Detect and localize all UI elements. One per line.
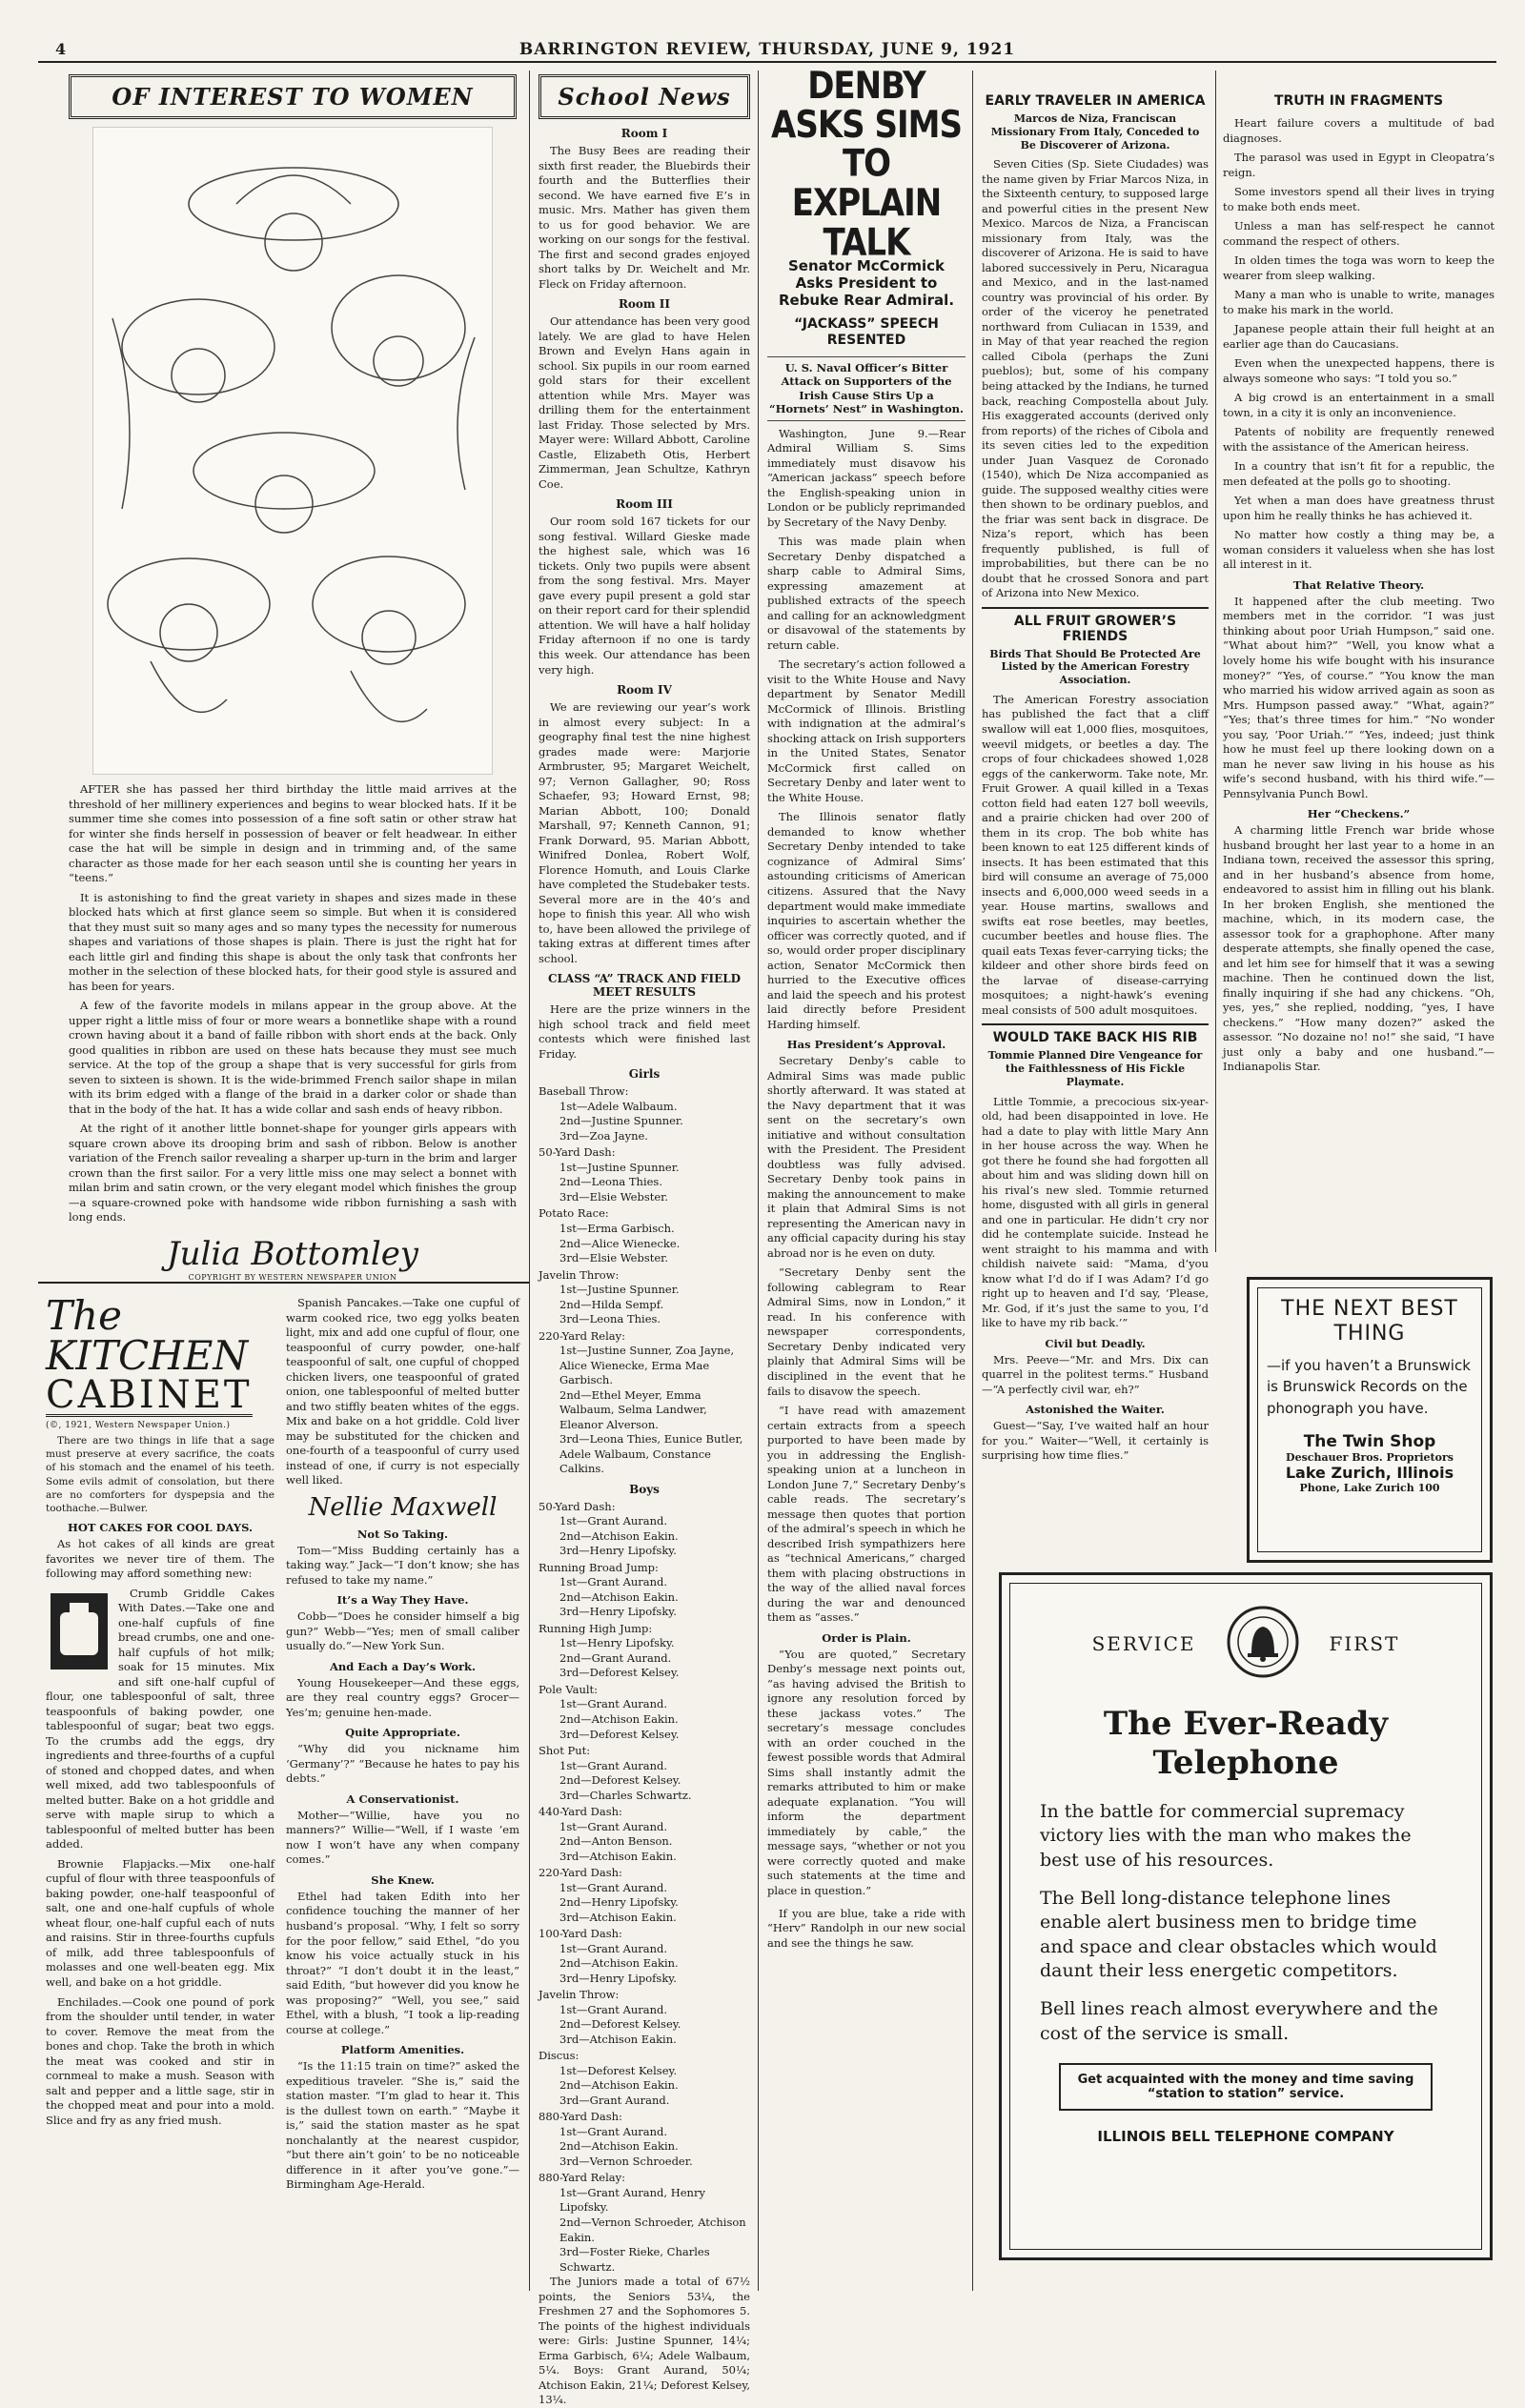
result-line: Baseball Throw: (539, 1084, 629, 1099)
bell-paragraph: The Bell long-distance telephone lines enable alert business men to bridge time and space and clear obstacles which would daunt their less energetic competitors. (1040, 1887, 1437, 1982)
result-line: 2nd—Justine Spunner. (559, 1114, 683, 1128)
result-line: Running High Jump: (539, 1621, 653, 1635)
result-line: 3rd—Deforest Kelsey. (559, 1727, 680, 1741)
result-line: 50-Yard Dash: (539, 1145, 616, 1160)
result-line: 1st—Grant Aurand. (559, 1514, 668, 1528)
result-line: 2nd—Leona Thies. (559, 1175, 662, 1189)
brunswick-shop: The Twin Shop (1303, 1432, 1436, 1452)
denby-section (767, 64, 966, 2256)
column-rule (758, 71, 759, 2291)
traveler-deck: Marcos de Niza, Franciscan Missionary From Italy, Conceded to Be Discoverer of Arizona. (990, 112, 1200, 152)
result-line: 3rd—Charles Schwartz. (559, 1788, 692, 1802)
girls-results (539, 1084, 750, 1476)
result-line: 1st—Grant Aurand. (559, 1697, 668, 1711)
fruit-deck: Birds That Should Be Protected Are Listed by the American Forestry Association. (989, 647, 1201, 687)
kitchen-paragraph: Spanish Pancakes.—Take one cupful of warm cooked rice, two egg yolks beaten light, mix and add one cupful of flour, one teaspoonful of curry powder, one-half teaspoonful of salt, one cupful of chopped chicken livers, one teaspoonful of grated onion, one tablespoonful of melted butter and two stiffly beaten whites of the eggs. Mix and bake on a hot griddle. Cold liver may be substituted for the chicken and one-fourth of a teaspoonful of curry used instead of one, if curry is not especially well liked. (286, 1296, 519, 1487)
result-line: Running Broad Jump: (539, 1560, 659, 1574)
truth-item: No matter how costly a thing may be, a woman considers it valueless when she has lost all interest in it. (1223, 528, 1494, 572)
result-line: 1st—Grant Aurand. (559, 1941, 668, 1955)
result-line: 1st—Justine Spunner. (559, 1160, 680, 1174)
brunswick-headline: THE NEXT BEST THING (1281, 1297, 1458, 1346)
relative-text: It happened after the club meeting. Two members met in the corridor. “I was just thinking about poor Uriah Humpson,” said one. “What about him?” “Well, you know what a lovely home his wife bought with his insurance money?” “Yes, of course.” “You know the man who married his widow arrived again as soon as Mrs. Humpson passed away.” “What, again?” “Yes; that’s three times for him.” “No wonder you say, ‘Poor Uriah.’” “Yes, indeed; just think how he must feel up there looking down on a man he never saw living in his house as his wife’s second husband, with his third wife.”—Pennsylvania Punch Bowl. (1223, 594, 1494, 800)
room-head: Room II (618, 297, 671, 312)
school-banner: School News (539, 74, 750, 119)
girls-head: Girls (628, 1067, 661, 1082)
column-rule (1215, 71, 1216, 1252)
kitchen-paragraph: Brownie Flapjacks.—Mix one-half cupful of flour with three teaspoonfuls of baking powder, one-half teaspoonful of salt, one and one-half cupfuls of whole wheat flour, one-half cupful each of nuts and raisins. Stir in three-fourths cupfuls of milk, add three tablespoonfuls of molasses and one well-beaten egg. Mix well, and bake on a hot griddle. (46, 1856, 274, 1989)
result-line: 1st—Grant Aurand. (559, 2124, 668, 2138)
result-line: 1st—Grant Aurand. (559, 1819, 668, 1833)
bit-head: Civil but Deadly. (1045, 1336, 1146, 1350)
room-text: The Busy Bees are reading their sixth first reader, the Bluebirds their fourth and the Butterflies their second. We have earned five E’s in music. Mrs. Mather has given them to us for good behavior. We are working on our songs for the festival. The first and second grades enjoyed short talks by Dr. Weichelt and Mr. Fleck on Friday afternoon. (539, 144, 750, 291)
masthead (38, 36, 1496, 63)
bit-text: Guest—“Say, I’ve waited half an hour for you.” Waiter—“Well, it certainly is surprising how time flies.” (982, 1419, 1209, 1463)
room-text: Our attendance has been very good lately. We are glad to have Helen Brown and Evelyn Hans again in school. Six pupils in our room earned gold stars for their excellent attention while Mrs. Mayer was drilling them for the entertainment last Friday. Those selected by Mrs. Mayer were: Willard Abbott, Caroline Castle, Elizabeth Otis, Herbert Zimmerman, Jean Schultze, Kathryn Coe. (539, 314, 750, 491)
bell-service-row (1040, 1604, 1452, 1684)
result-line: 100-Yard Dash: (539, 1927, 622, 1941)
result-line: 1st—Grant Aurand. (559, 2002, 668, 2016)
section-divider (38, 1282, 529, 1284)
truth-item: A big crowd is an entertainment in a small town, in a city it is only an inconvenience. (1223, 391, 1494, 419)
fruit-head: ALL FRUIT GROWER’S FRIENDS (982, 607, 1209, 644)
traveler-column (982, 74, 1209, 1463)
joke-head: A Conservationist. (346, 1791, 459, 1806)
result-line: 2nd—Atchison Eakin. (559, 1956, 679, 1971)
room-text: We are reviewing our year’s work in almost every subject: In a geography final test the nine highest grades made were: Marjorie Armbruster, 95; Margaret Weichelt, 97; Vernon Gallagher, 90; Ross Schaefer, 93; Howard Ernst, 98; Marian Abbott, 100; Donald Marshall, 97; Kenneth Cannon, 91; Frank Dorward, 95. Marian Abbott, Winifred Donlea, Robert Wolf, Florence Homuth, and Louis Clarke have completed the Studebaker tests. Several more are in the 40’s and hope to finish this year. All who wish to, have been allowed the privilege of taking extras at different times after school. (539, 700, 750, 965)
result-line: Shot Put: (539, 1744, 591, 1758)
kitchen-title: The KITCHEN (46, 1292, 249, 1379)
result-line: Discus: (539, 2049, 580, 2063)
kitchen-signature: Nellie Maxwell (308, 1492, 498, 1522)
women-paragraph: A few of the favorite models in milans appear in the group above. At the upper right a little miss of four or more wears a bonnetlike shape with a round crown having about it a band of faille ribbon with short ends at the back. Only good qualities in ribbon are used on these hats because they must see much service. At the top of the group a shape that is very successful for girls from seven to sixteen is shown. It is the wide-brimmed French sailor shape in milan with its brim edged with a flange of the braid in a darker color or shade than that in the body of the hat. It has a wide collar and sash ends of heavy ribbon. (69, 999, 517, 1116)
kitchen-copyright: (©, 1921, Western Newspaper Union.) (46, 1421, 231, 1430)
denby-subhead: Has President’s Approval. (786, 1038, 946, 1052)
bell-system-seal-icon (1225, 1604, 1301, 1684)
bit-text: Mrs. Peeve—“Mr. and Mrs. Dix can quarrel in the politest terms.” Husband—“A perfectly civil war, eh?” (982, 1352, 1209, 1396)
bell-ad (999, 1572, 1493, 2260)
denby-paragraph: This was made plain when Secretary Denby dispatched a sharp cable to Admiral Sims, expressing amazement at published extracts of the speech and calling for an acknowledgment or disavowal of the statements by return cable. (767, 535, 966, 652)
denby-paragraph: “I have read with amazement certain extracts from a speech purported to have been made by you in addressing the English-speaking union at a luncheon in London June 7,” Secretary Denby’s cable reads. The secretary’s message then quotes that portion of the admiral’s speech in which he described Irish sympathizers here as “technical Americans,” charged them with placing obstructions in the way of the allied naval forces during the war and denounced them as “asses.” (767, 1404, 966, 1625)
truth-item: Some investors spend all their lives in trying to make both ends meet. (1223, 185, 1494, 213)
brunswick-ad (1247, 1277, 1493, 1563)
truth-item: Heart failure covers a multitude of bad diagnoses. (1223, 116, 1494, 145)
result-line: Javelin Throw: (539, 1988, 620, 2002)
kitchen-title-cabinet: CABINET (46, 1373, 253, 1417)
truth-item: Even when the unexpected happens, there is always someone who says: “I told you so.” (1223, 356, 1494, 385)
kitchen-section (46, 1292, 274, 2258)
jokes-list (286, 1528, 519, 2193)
truth-item: Japanese people attain their full height at an earlier age than do Caucasians. (1223, 322, 1494, 351)
result-line: 3rd—Grant Aurand. (559, 2093, 670, 2107)
column-rule (529, 71, 530, 2291)
result-line: Pole Vault: (539, 1682, 599, 1696)
joke-text: Cobb—“Does he consider himself a big gun?” Webb—“Yes; men of small caliber usually do.”—New York Sun. (286, 1609, 519, 1653)
fruit-text: The American Forestry association has published the fact that a cliff swallow will eat 1,000 flies, mosquitoes, weevil midgets, or beetles a day. The crops of four chickadees showed 1,028 eggs of the cankerworm. Take note, Mr. Fruit Grower. A quail killed in a Texas cotton field had eaten 127 boll weevils, and a prairie chicken had over 200 of them in its crop. The bob white has been known to eat 125 different kinds of insects. It has been estimated that this bird will consume an average of 75,000 insects and 6,000,000 weed seeds in a year. House martins, swallows and swifts eat rose beetles, may beetles, cucumber beetles and house flies. The quail eats Texas fever-carrying ticks; the kildeer and other shore birds feed on the larvae of disease-carrying mosquitoes; a night-hawk’s evening meal consists of 500 adult mosquitoes. (982, 692, 1209, 1017)
denby-deck-3: U. S. Naval Officer’s Bitter Attack on Supporters of the Irish Cause Stirs Up a “Hornets’ Nest” in Washington. (767, 356, 966, 421)
result-line: 3rd—Leona Thies. (559, 1312, 661, 1326)
result-line: 220-Yard Relay: (539, 1328, 626, 1343)
checkens-text: A charming little French war bride whose husband brought her last year to a home in an Indiana town, received the assessor this spring, and in her husband’s absence from home, endeavored to assist him in filling out his blank. In her broken English, she mentioned the machine, which, in its modern case, the assessor took for a graphophone. After many desperate attempts, she finally opened the case, and let him see for himself that it was a sewing machine. Then he continued down the list, finally inquiring if she had any chickens. “Oh, yes, yes,” she replied, nodding, “yes, I have checkens.” “How many dozen?” asked the assessor. “No dozaine no! no!” she said, “I have just only a baby and one husband.”—Indianapolis Star. (1223, 823, 1494, 1074)
result-line: 3rd—Henry Lipofsky. (559, 1605, 677, 1619)
result-line: 1st—Adele Walbaum. (559, 1099, 678, 1113)
page-number: 4 (55, 40, 67, 58)
truth-item: In a country that isn’t fit for a republic, the men defeated at the polls go to shooting. (1223, 459, 1494, 488)
denby-headline: DENBY ASKS SIMS TO EXPLAIN TALK (771, 64, 962, 265)
result-line: 1st—Deforest Kelsey. (559, 2063, 678, 2077)
rib-head: WOULD TAKE BACK HIS RIB (982, 1023, 1209, 1045)
women-hats-illustration (92, 127, 493, 775)
room-head: Room I (620, 127, 668, 140)
result-line: 220-Yard Dash: (539, 1866, 622, 1880)
denby-paragraph: “Secretary Denby sent the following cablegram to Rear Admiral Sims, now in London,” it read. In his conference with newspaper correspondents, Secretary Denby indicated very plainly that Admiral Sims will be disciplined in the event that he fails to disavow the speech. (767, 1265, 966, 1398)
joke-head: It’s a Way They Have. (336, 1593, 469, 1608)
truth-item: The parasol was used in Egypt in Cleopatra’s reign. (1223, 151, 1494, 179)
result-line: 1st—Grant Aurand. (559, 1758, 668, 1772)
women-section (69, 74, 517, 1282)
kitchen-paragraph: Enchilades.—Cook one pound of pork from the shoulder until tender, in water to cover. Remove the meat from the bones and chop. Take the broth in which the meat was cooked and stir in cornmeal to make a mush. Season with salt and pepper and a little sage, stir in the chopped meat and pour into a mold. Slice and fry as any fried mush. (46, 1994, 274, 2127)
result-line: 2nd—Ethel Meyer, Emma Walbaum, Selma Landwer, Eleanor Alverson. (559, 1387, 707, 1431)
bell-company: ILLINOIS BELL TELEPHONE COMPANY (1097, 2128, 1394, 2146)
result-line: 2nd—Deforest Kelsey. (559, 1773, 681, 1788)
bell-headline: The Ever-Ready Telephone (1103, 1705, 1389, 1782)
women-paragraph: It is astonishing to find the great variety in shapes and sizes made in these blocked hats which at first glance seem so simple. But when it is considered that they must suit so many ages and so many types the necessity for numerous shapes and variations of those shapes is plain. There is just the right hat for each little girl and finding this shape is about the only task that confronts her mother in the selection of these blocked hats, for their good style is assured and has been for years. (69, 890, 517, 993)
result-line: 3rd—Vernon Schroeder. (559, 2154, 693, 2168)
track-closing: The Juniors made a total of 67½ points, the Seniors 53¼, the Freshmen 27 and the Sophomores 5. The points of the highest individuals were: Girls: Justine Spunner, 14¼; Erma Garbisch, 6¼; Adele Walbaum, 5¼. Boys: Grant Aurand, 50¼; Atchison Eakin, 21¼; Deforest Kelsey, 13¼. (539, 2275, 750, 2407)
result-line: 2nd—Atchison Eakin. (559, 1589, 679, 1604)
denby-paragraph: The secretary’s action followed a visit to the White House and Navy department by Senator Medill McCormick of Illinois. Bristling with indignation at the admiral’s shocking attack on Irish supporters in the United States, Senator McCormick first called on Secretary Denby and later went to the White House. (767, 658, 966, 804)
traveler-text: Seven Cities (Sp. Siete Ciudades) was the name given by Friar Marcos Niza, in the Sixteenth century, to supposed large and powerful cities in the present New Mexico. Marcos de Niza, a Franciscan missionary from Italy, was the discoverer of Arizona. He is said to have labored successively in Peru, Nicaragua and Mexico, and in the last-named country was provincial of his order. By order of the viceroy he penetrated northward from Culiacan in 1539, and in May of that year reached the region called Cibola (perhaps the Zuni pueblos); but, some of his company being attacked by the Indians, he turned back, reaching Compostella about July. His exaggerated accounts (derived only from reports) of the riches of Cibola and its seven cities led to the expedition under Juan Vasquez de Coronado (1540), which De Niza accompanied as guide. The supposed wealthy cities were then shown to be ordinary pueblos, and the friar was sent back in disgrace. De Niza’s report, which has been frequently published, is full of improbabilities, but there can be no doubt that he crossed Sonora and part of Arizona into New Mexico. (982, 157, 1209, 600)
result-line: 2nd—Deforest Kelsey. (559, 2017, 681, 2032)
result-line: 1st—Justine Sunner, Zoa Jayne, Alice Wienecke, Erma Mae Garbisch. (559, 1344, 735, 1387)
result-line: 3rd—Atchison Eakin. (559, 1910, 677, 1924)
column-rule (972, 71, 973, 2291)
relative-head: That Relative Theory. (1292, 577, 1425, 592)
brunswick-ad-content (1267, 1297, 1473, 1494)
kitchen-continued (286, 1296, 519, 2258)
result-line: 1st—Grant Aurand, Henry Lipofsky. (559, 2185, 705, 2215)
checkens-head: Her “Checkens.” (1307, 807, 1411, 821)
hats-drawing (93, 128, 494, 776)
denby-subhead: Order is Plain. (822, 1630, 911, 1645)
joke-head: She Knew. (371, 1872, 435, 1887)
denby-paragraph: Washington, June 9.—Rear Admiral William S. Sims immediately must disavow his “American jackass” speech before the English-speaking union in London or be publicly reprimanded by Secretary of the Navy Denby. (767, 426, 966, 529)
denby-paragraph: The Illinois senator flatly demanded to know whether Secretary Denby intended to take cognizance of Admiral Sims’ astounding criticisms of American citizens. Assured that the Navy department would make immediate inquiries to ascertain whether the officer was correctly quoted, and if so, would order proper disciplinary action, Senator McCormick then hurried to the Executive offices and laid the speech and his protest laid directly before President Harding himself. (767, 810, 966, 1031)
result-line: 880-Yard Relay: (539, 2171, 626, 2185)
result-line: 3rd—Henry Lipofsky. (559, 1544, 677, 1558)
joke-text: Tom—“Miss Budding certainly has a taking way.” Jack—“I don’t know; she has refused to take my name.” (286, 1543, 519, 1587)
women-copyright: COPYRIGHT BY WESTERN NEWSPAPER UNION (188, 1272, 397, 1282)
room-head: Room IV (617, 683, 672, 698)
truth-item: Yet when a man does have greatness thrust upon him he really thinks he has achieved it. (1223, 494, 1494, 522)
denby-paragraph: “You are quoted,” Secretary Denby’s message next points out, “as having advised the British to ignore any resolution forced by these jackass votes.” The secretary’s message concludes with an order couched in the fewest possible words that Admiral Sims shall instantly admit the remarks attributed to him or make adequate explanation. “You will inform the department immediately by cable,” the message says, “whether or not you were correctly quoted and make such statements at the time and place in question.” (767, 1647, 966, 1897)
boys-head: Boys (629, 1482, 660, 1496)
kitchen-paragraph: Crumb Griddle Cakes With Dates.—Take one and one-half cupfuls of fine bread crumbs, one and one-half cupfuls of hot milk; soak for 15 minutes. Mix and sift one-half cupful of flour, one tablespoonful of salt, three teaspoonfuls of baking powder, one tablespoonful of sugar; beat two eggs. To the crumbs add the eggs, dry ingredients and three-fourths of a cupful of stoned and chopped dates, and when well mixed, add two tablespoonfuls of melted butter. Bake on a hot griddle and serve with maple sirup to which a tablespoonful of melted butter has been added. (46, 1586, 274, 1852)
result-line: 1st—Henry Lipofsky. (559, 1636, 675, 1650)
joke-text: “Why did you nickname him ‘Germany’?” “Because he hates to pay his debts.” (286, 1742, 519, 1786)
result-line: 3rd—Atchison Eakin. (559, 1849, 677, 1863)
result-line: 3rd—Atchison Eakin. (559, 2032, 677, 2046)
joke-text: Ethel had taken Edith into her confidence touching the manner of her husband’s proposal. “Why, I felt so sorry for the poor fellow,” said Ethel, “do you know his voice actually stuck in his throat?” “I don’t doubt it in the least,” said Edith, “but however did you know he was proposing?” “Well, you see,” said Ethel, with a blush, “I took a lip-reading course at college.” (286, 1889, 519, 2036)
track-intro: Here are the prize winners in the high school track and field meet contests which were finished last Friday. (539, 1002, 750, 1061)
truth-item: Many a man who is unable to write, manages to make his mark in the world. (1223, 288, 1494, 316)
bell-station-box: Get acquainted with the money and time saving “station to station” service. (1059, 2063, 1433, 2111)
kitchen-griddle-icon (46, 1588, 112, 1674)
denby-deck: Senator McCormick Asks President to Rebuke Rear Admiral. (778, 257, 955, 310)
joke-head: Quite Appropriate. (345, 1726, 460, 1740)
truth-item: In olden times the toga was worn to keep the wearer from sleep walking. (1223, 253, 1494, 282)
traveler-head: EARLY TRAVELER IN AMERICA (985, 93, 1206, 109)
result-line: 1st—Justine Spunner. (559, 1283, 680, 1297)
result-line: 440-Yard Dash: (539, 1805, 622, 1819)
bell-first-label: FIRST (1329, 1632, 1400, 1655)
joke-text: Mother—“Willie, have you no manners?” Willie—“Well, if I waste ’em now I won’t have any when company comes.” (286, 1808, 519, 1867)
result-line: 2nd—Atchison Eakin. (559, 1528, 679, 1543)
result-line: 2nd—Anton Benson. (559, 1834, 673, 1849)
women-paragraph: At the right of it another little bonnet-shape for younger girls appears with square crown above its drooping brim and sash of ribbon. Below is another variation of the French sailor revealing a sharper up-turn in the brim and larger crown than the first sailor. For a very little miss one may select a bonnet with milan brim and satin crown, or the very elegant model which finishes the group—a square-crowned poke with handsome wide ribbon furnishing a sash with long ends. (69, 1122, 517, 1224)
result-line: 3rd—Elsie Webster. (559, 1251, 669, 1265)
result-line: 3rd—Foster Rieke, Charles Schwartz. (559, 2245, 710, 2274)
women-signature: Julia Bottomley (166, 1234, 419, 1273)
result-line: 3rd—Elsie Webster. (559, 1189, 669, 1204)
masthead-title: BARRINGTON REVIEW, THURSDAY, JUNE 9, 1921 (518, 40, 1016, 59)
joke-head: And Each a Day’s Work. (329, 1659, 477, 1673)
joke-text: “Is the 11:15 train on time?” asked the expeditious traveler. “She is,” said the station master. “I’m glad to hear it. This is the dullest town on earth.” “Maybe it is,” said the station master as he spat nonchalantly at the nearest cuspidor, “but there ain’t goin’ to be no noticeable difference in it after you’ve gone.”—Birmingham Age-Herald. (286, 2059, 519, 2192)
rib-text: Little Tommie, a precocious six-year-old, had been disappointed in love. He had a date to play with little Mary Ann in her house across the way. When he got there he found she had forgotten all about him and was sliding down hill on his rival’s new sled. Tommie returned home, disgusted with all girls in general and one in particular. He didn’t cry nor did he contemplate suicide. Instead he went straight to his mamma and with childish naivete said: “Mama, d’you know what I’d do if I was Adam? I’d go right up to heaven and I’d say, ‘Please, Mr. God, if it’s just the same to you, I’d like to have my rib back.’” (982, 1094, 1209, 1330)
joke-head: Platform Amenities. (340, 2043, 465, 2057)
rib-deck: Tommie Planned Dire Vengeance for the Faithlessness of His Fickle Playmate. (987, 1049, 1203, 1088)
denby-paragraph: Secretary Denby’s cable to Admiral Sims was made public shortly afterward. It was stated at the Navy department that it was sent on the secretary’s own initiative and without consultation with the President. The President doubtless was fully advised. Secretary Denby took pains in making the announcement to make it plain that Admiral Sims is not representing the American navy in any official capacity during his stay abroad nor is he even on duty. (767, 1054, 966, 1260)
bell-service-label: SERVICE (1091, 1632, 1196, 1655)
result-line: 2nd—Alice Wienecke. (559, 1236, 681, 1250)
brunswick-text: —if you haven’t a Brunswick is Brunswick Records on the phonograph you have. (1267, 1356, 1471, 1417)
joke-head: Not So Taking. (356, 1527, 449, 1541)
truth-item: Patents of nobility are frequently renewed with the assistance of the American heiress. (1223, 425, 1494, 454)
result-line: Javelin Throw: (539, 1267, 620, 1282)
kitchen-intro: There are two things in life that a sage must preserve at every sacrifice, the coats of his stomach and the enamel of his teeth. Some evils admit of consolation, but there are no comforters for dyspepsia and the toothache.—Bulwer. (46, 1435, 274, 1514)
result-line: 2nd—Vernon Schroeder, Atchison Eakin. (559, 2216, 746, 2244)
result-line: 50-Yard Dash: (539, 1499, 616, 1513)
result-line: 2nd—Atchison Eakin. (559, 2078, 679, 2093)
women-paragraph: AFTER she has passed her third birthday the little maid arrives at the threshold of her millinery experiences and begins to wear blocked hats. If it be summer time she comes into possession of a fine soft satin or other straw hat for winter she finds herself in possession of beaver or felt headwear. In either case the hat will be simple in design and in trimming and, of the same character as those made for her each season until she is counting her years in “teens.” (69, 782, 517, 885)
bell-paragraph: Bell lines reach almost everywhere and the cost of the service is small. (1040, 1998, 1438, 2044)
truth-column (1223, 74, 1494, 1256)
result-line: 3rd—Henry Lipofsky. (559, 1971, 677, 1985)
result-line: 2nd—Grant Aurand. (559, 1650, 672, 1665)
kitchen-paragraph: As hot cakes of all kinds are great favorites we never tire of them. The following may afford something new: (46, 1537, 274, 1581)
brunswick-proprietors: Deschauer Bros. Proprietors (1286, 1451, 1454, 1465)
result-line: 1st—Grant Aurand. (559, 1880, 668, 1894)
truth-item: Unless a man has self-respect he cannot command the respect of others. (1223, 219, 1494, 248)
track-head: CLASS “A” TRACK AND FIELD MEET RESULTS (547, 972, 742, 1000)
bell-ad-content (1040, 1604, 1452, 2145)
bell-paragraph: In the battle for commercial supremacy victory lies with the man who makes the best use of his resources. (1040, 1800, 1412, 1871)
truth-head: TRUTH IN FRAGMENTS (1273, 93, 1444, 109)
result-line: 3rd—Leona Thies, Eunice Butler, Adele Walbaum, Constance Calkins. (559, 1432, 743, 1476)
brunswick-town: Lake Zurich, Illinois (1285, 1464, 1454, 1483)
result-line: 2nd—Hilda Sempf. (559, 1297, 664, 1311)
kitchen-section-head: HOT CAKES FOR COOL DAYS. (67, 1521, 254, 1535)
result-line: Potato Race: (539, 1206, 609, 1221)
boys-results (539, 1500, 750, 2275)
result-line: 2nd—Atchison Eakin. (559, 2139, 679, 2154)
women-banner: OF INTEREST TO WOMEN (69, 74, 517, 119)
result-line: 2nd—Henry Lipofsky. (559, 1895, 679, 1910)
truth-list (1223, 116, 1494, 573)
school-section (539, 74, 750, 2407)
joke-text: Young Housekeeper—And these eggs, are they real country eggs? Grocer—Yes’m; genuine hen-made. (286, 1675, 519, 1719)
result-line: 1st—Erma Garbisch. (559, 1222, 675, 1235)
result-line: 1st—Grant Aurand. (559, 1575, 668, 1589)
result-line: 880-Yard Dash: (539, 2110, 622, 2124)
result-line: 3rd—Zoa Jayne. (559, 1128, 648, 1143)
room-head: Room III (616, 497, 673, 512)
result-line: 2nd—Atchison Eakin. (559, 1711, 679, 1726)
bit-head: Astonished the Waiter. (1026, 1403, 1165, 1417)
room-text: Our room sold 167 tickets for our song festival. Willard Gieske made the highest sale, which was 16 tickets. Only two pupils were absent from the song festival. Mrs. Mayer gave every pupil present a gold star on their report card for their splendid attention. We will have a half holiday Friday afternoon if no one is tardy this week. Our attendance has been very high. (539, 515, 750, 677)
denby-footer: If you are blue, take a ride with “Herv” Randolph in our new social and see the things he saw. (767, 1906, 966, 1950)
brunswick-phone: Phone, Lake Zurich 100 (1299, 1482, 1440, 1495)
denby-deck-2: “JACKASS” SPEECH RESENTED (794, 316, 939, 349)
result-line: 3rd—Deforest Kelsey. (559, 1666, 680, 1680)
